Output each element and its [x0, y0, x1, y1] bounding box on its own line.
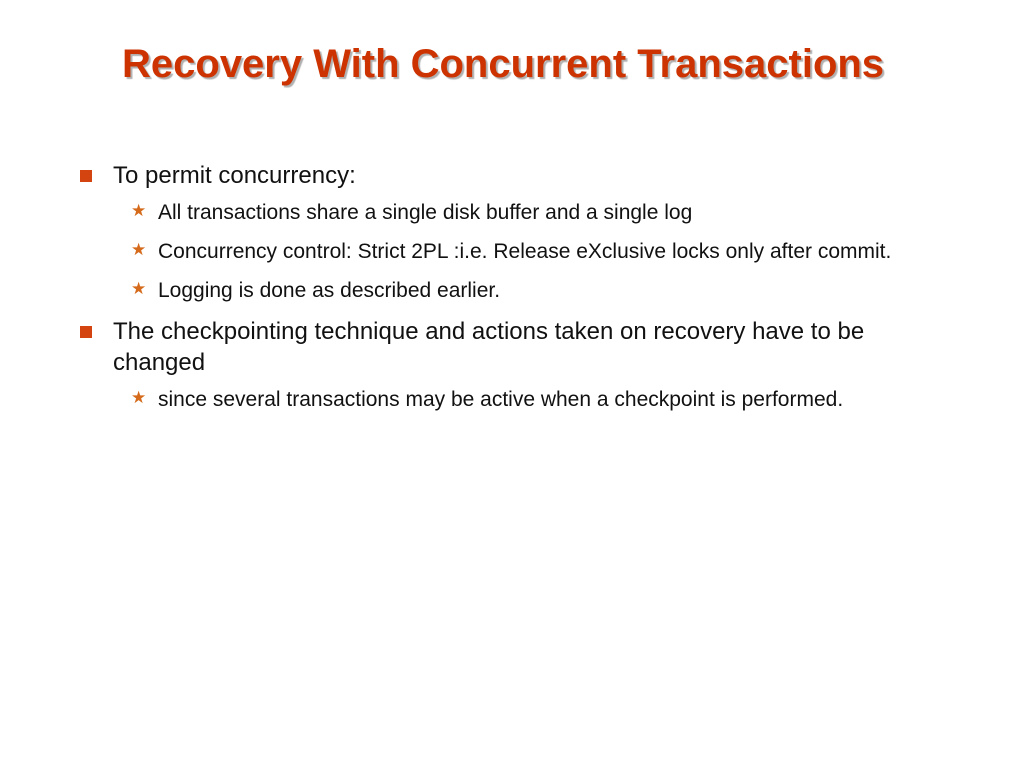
star-bullet-icon: ★: [131, 388, 147, 407]
square-bullet-icon: [80, 326, 92, 338]
bullet-list: [0, 160, 1024, 425]
sub-bullet-text: All transactions share a single disk buffer and a single log: [158, 201, 693, 224]
star-bullet-icon: ★: [131, 240, 147, 259]
star-bullet-icon: ★: [131, 201, 147, 220]
sub-bullet-list: [113, 384, 938, 415]
sub-bullet-text: since several transactions may be active when a checkpoint is performed.: [158, 388, 844, 411]
sub-bullet-text: Concurrency control: Strict 2PL :i.e. Release eXclusive locks only after commit.: [158, 240, 892, 263]
bullet-item: [0, 160, 1024, 306]
sub-bullet-text: Logging is done as described earlier.: [158, 279, 501, 302]
sub-bullet-item: [131, 236, 938, 267]
sub-bullet-item: [131, 275, 938, 306]
slide-title: Recovery With Concurrent Transactions: [122, 42, 885, 86]
square-bullet-icon: [80, 170, 92, 182]
sub-bullet-item: [131, 384, 938, 415]
sub-bullet-list: [113, 197, 938, 306]
star-bullet-icon: ★: [131, 279, 147, 298]
sub-bullet-item: [131, 197, 938, 228]
bullet-text: To permit concurrency:: [113, 162, 356, 189]
bullet-item: [0, 316, 1024, 415]
bullet-text: The checkpointing technique and actions taken on recovery have to be changed: [113, 318, 865, 376]
